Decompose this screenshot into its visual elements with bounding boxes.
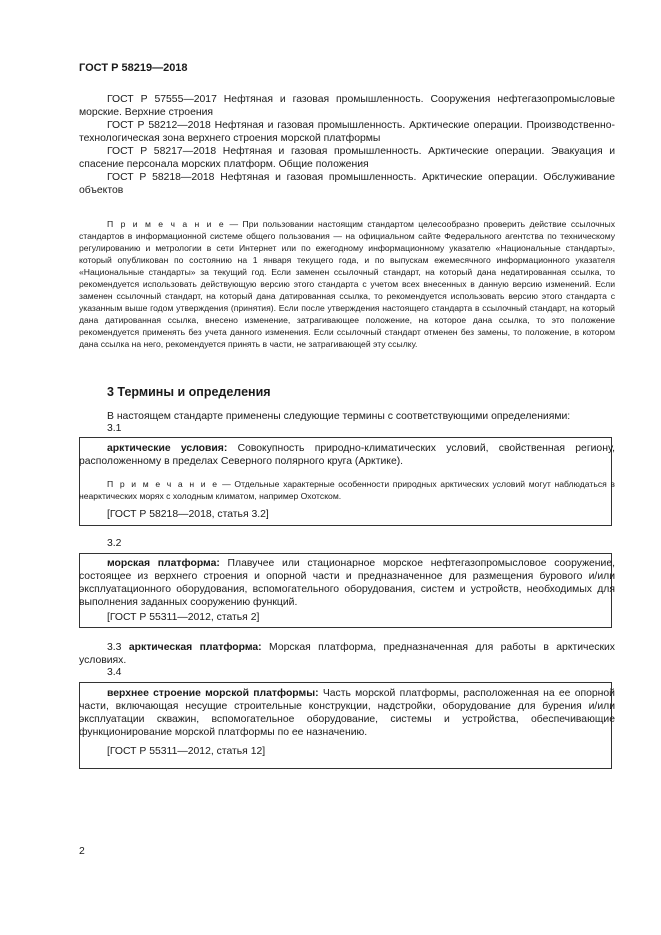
term-number: 3.2 [107, 538, 122, 549]
term-source: [ГОСТ Р 55311—2012, статья 2] [107, 612, 260, 623]
term-note [79, 478, 615, 502]
note-label: П р и м е ч а н и е [107, 479, 219, 489]
section-title: 3 Термины и определения [107, 385, 271, 399]
term-def-text: Плавучее или стационарное морское нефтегазопромысловое сооружение, состоящее из верхнего строения и опорной части и предназначенное для размещения бурового и/или эксплуатационного оборудования, вспомогательного оборудования, систем и устройств, необходимых для выполнения заданных сооружению функций. [79, 558, 616, 608]
reference-item: ГОСТ Р 57555—2017 Нефтяная и газовая промышленность. Сооружения нефтегазопромысловые морские. Верхние строения [79, 94, 615, 118]
section-intro: В настоящем стандарте применены следующие термины с соответствующими определениями: [107, 411, 571, 422]
reference-item: ГОСТ Р 58212—2018 Нефтяная и газовая промышленность. Арктические операции. Производственно-технологическая зона верхнего строения морской платформы [79, 120, 615, 144]
note-text: — Отдельные характерные особенности природных арктических условий могут наблюдаться в неарктических морях с холодным климатом, например Охотском. [79, 479, 615, 501]
term-source: [ГОСТ Р 55311—2012, статья 12] [107, 746, 266, 757]
term-name: арктические условия: [107, 443, 228, 454]
term-def-text: Морская платформа, предназначенная для работы в арктических условиях. [79, 642, 615, 666]
note-text: — При пользовании настоящим стандартом целесообразно проверить действие ссылочных стандартов в информационной системе общего пользования — на официальном сайте Федерального агентства по техническому регулированию и метрологии в сети Интернет или по ежегодному информационному указателю «Национальные стандарты», который опубликован по состоянию на 1 января текущего года, и по выпускам ежемесячного информационного указателя «Национальные стандарты» за текущий год. Если заменен ссылочный стандарт, на который дана недатированная ссылка, то рекомендуется использовать действующую версию этого стандарта с учетом всех внесенных в данную версию изменений. Если заменен ссылочный стандарт, на который дана датированная ссылка, то рекомендуется использовать версию этого стандарта с указанным выше годом утверждения (принятия). Если после утверждения настоящего стандарта в ссылочный стандарт, на который дана датированная ссылка, внесено изменение, затрагивающее положение, на которое дана ссылка, то это положение рекомендуется применять без учета данного изменения. Если ссылочный стандарт отменен без замены, то положение, в котором дана ссылка на него, рекомендуется принять в части, не затрагивающей эту ссылку. [79, 219, 616, 349]
term-name: верхнее строение морской платформы: [107, 688, 319, 699]
reference-item: ГОСТ Р 58218—2018 Нефтяная и газовая промышленность. Арктические операции. Обслуживание объектов [79, 172, 615, 196]
term-source: [ГОСТ Р 58218—2018, статья 3.2] [107, 509, 269, 520]
term-def-text: Совокупность природно-климатических условий, свойственная региону, расположенному в пределах Северного полярного круга (Арктике). [79, 443, 615, 467]
page-number: 2 [79, 846, 85, 857]
term-definition [79, 442, 615, 468]
term-definition [79, 557, 615, 609]
term-number: 3.3 [107, 642, 122, 653]
term-name: арктическая платформа: [128, 642, 262, 653]
normative-note [79, 218, 615, 350]
term-number: 3.1 [107, 423, 122, 434]
note-label: П р и м е ч а н и е [107, 219, 226, 229]
term-definition [79, 687, 615, 739]
reference-item: ГОСТ Р 58217—2018 Нефтяная и газовая промышленность. Арктические операции. Эвакуация и спасение персонала морских платформ. Общие положения [79, 146, 615, 170]
document-header: ГОСТ Р 58219—2018 [79, 62, 188, 74]
term-name: морская платформа: [107, 558, 220, 569]
term-number: 3.4 [107, 667, 122, 678]
term-definition [79, 641, 615, 667]
term-def-text: Часть морской платформы, расположенная на ее опорной части, включающая несущие строительные конструкции, надстройки, оборудование для бурения и/или эксплуатации скважин, вспомогательное оборудование, системы и устройства, обеспечивающие функционирование морской платформы по ее назначению. [79, 688, 615, 738]
